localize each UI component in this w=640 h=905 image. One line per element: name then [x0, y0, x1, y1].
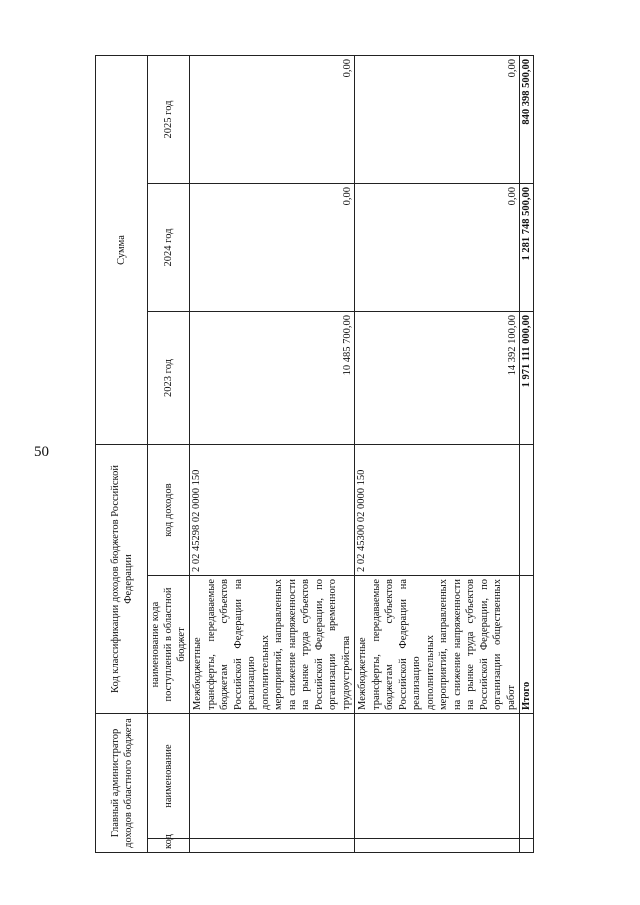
row-kod	[190, 839, 355, 853]
row-kod	[355, 839, 520, 853]
total-value-2025: 840 398 500,00	[520, 55, 534, 183]
row-value-2023: 10 485 700,00	[190, 311, 355, 444]
row-naimenovanie	[190, 714, 355, 839]
row-value-2024: 0,00	[355, 183, 520, 311]
row-value-2023: 14 392 100,00	[355, 311, 520, 444]
total-row	[520, 55, 534, 852]
page-number: 50	[34, 444, 49, 460]
row-value-2025: 0,00	[190, 55, 355, 183]
total-income-code	[520, 444, 534, 575]
row-value-2025: 0,00	[355, 55, 520, 183]
row-value-2024: 0,00	[190, 183, 355, 311]
total-value-2023: 1 971 111 000,00	[520, 311, 534, 444]
header-classification-group: Код классификации доходов бюджетов Российской Федерации	[96, 444, 148, 713]
table-row	[190, 55, 355, 852]
header-income-code: код доходов	[148, 444, 190, 575]
header-admin-group: Главный администратор доходов областного бюджета	[96, 714, 148, 853]
row-income-code: 2 02 45300 02 0000 150	[355, 444, 520, 575]
row-income-name: Межбюджетные трансферты, передаваемые бюджетам субъектов Российской Федерации на реализацию дополнительных мероприятий, направленных на снижение напряженности на рынке труда субъектов Российской Федерации, по организации общественных работ	[355, 576, 520, 714]
total-naimenovanie	[520, 714, 534, 839]
row-naimenovanie	[355, 714, 520, 839]
row-income-code: 2 02 45298 02 0000 150	[190, 444, 355, 575]
header-naimenovanie: наименование	[148, 714, 190, 839]
header-year-2025: 2025 год	[148, 55, 190, 183]
rotated-page-content	[95, 56, 532, 853]
budget-income-table	[95, 55, 534, 853]
header-year-2024: 2024 год	[148, 183, 190, 311]
row-income-name: Межбюджетные трансферты, передаваемые бюджетам субъектов Российской Федерации на реализацию дополнительных мероприятий, направленных на снижение напряженности на рынке труда субъектов Российской Федерации, по организации временного трудоустройства	[190, 576, 355, 714]
header-kod: код	[148, 839, 190, 853]
header-year-2023: 2023 год	[148, 311, 190, 444]
table-row	[355, 55, 520, 852]
total-label: Итого	[520, 576, 534, 714]
total-kod	[520, 839, 534, 853]
total-value-2024: 1 281 748 500,00	[520, 183, 534, 311]
header-income-name: наименование кода поступлений в областной бюджет	[148, 576, 190, 714]
header-summa: Сумма	[96, 55, 148, 444]
